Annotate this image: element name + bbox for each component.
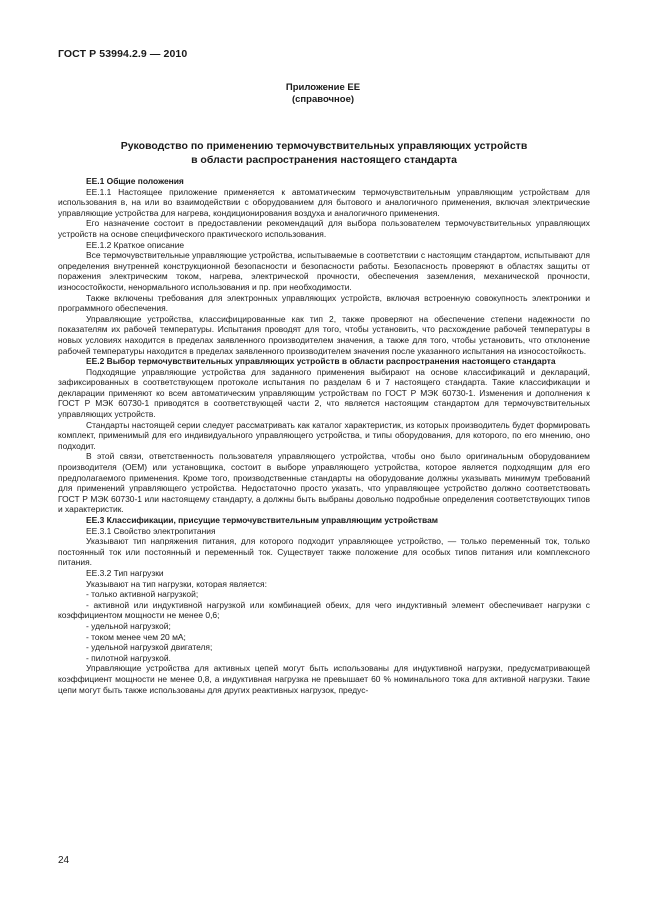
heading-ee2: ЕЕ.2 Выбор термочувствительных управляющих устройств в области распространения настоящего стандарта — [86, 356, 556, 367]
section-title — [58, 139, 590, 167]
paragraph: Стандарты настоящей серии следует рассматривать как каталог характеристик, из которых производитель будет формировать комплект, применимый для его индивидуального управляющего устройства, и типы оборудования, для которого, по его мнению, оно подходит. — [58, 419, 590, 451]
paragraph: Указывают на тип нагрузки, которая является: — [86, 578, 267, 589]
list-item: - только активной нагрузкой; — [86, 589, 199, 600]
paragraph: ЕЕ.1.1 Настоящее приложение применяется к автоматическим термочувствительным управляющим устройствам для использования в, на или во взаимодействии с оборудованием для бытового и аналогичного применения, включая электрические управляющие устройства для нагрева, кондиционирования воздуха и аналогичного применения. — [58, 186, 590, 218]
paragraph: Управляющие устройства для активных цепей могут быть использованы для индуктивной нагрузки, предусматривающей коэффициент мощности не менее 0,8, а индуктивная нагрузка не превышает 60 % номинального тока для активной нагрузки. Такие цепи могут быть также использованы для других реактивных нагрузок, предус- — [58, 663, 590, 695]
appendix-heading — [0, 82, 646, 106]
paragraph: Также включены требования для электронных управляющих устройств, включая встроенную совокупность электроники и программного обеспечения. — [58, 292, 590, 314]
document-header: ГОСТ Р 53994.2.9 — 2010 — [58, 48, 188, 60]
heading-ee3: ЕЕ.3 Классификации, присущие термочувствительным управляющим устройствам — [86, 515, 439, 525]
paragraph: Указывают тип напряжения питания, для которого подходит управляющее устройство, — только переменный ток, только постоянный ток или постоянный и переменный ток. Существует также положение для особых типов питания или комплексного питания. — [58, 536, 590, 568]
page-number: 24 — [58, 855, 70, 866]
appendix-title: Приложение ЕЕ — [285, 82, 361, 93]
paragraph: Подходящие управляющие устройства для заданного применения выбирают на основе классификаций и деклараций, зафиксированных в соответствующем протоколе испытания по разделам 6 и 7 настоящего стандарта. Такие классификации и декларации применяют ко всем автоматическим управляющим устройствам по ГОСТ Р МЭК 60730-1. Изменения и дополнения к ГОСТ Р МЭК 60730-1 приводятся в соответствующей части 2, что является настоящим стандартом для термочувствительных управляющих устройств. — [58, 366, 590, 420]
subheading: ЕЕ.1.2 Краткое описание — [86, 239, 185, 250]
paragraph: Все термочувствительные управляющие устройства, испытываемые в соответствии с настоящим стандартом, испытывают для определения внутренней конструкционной безопасности и безопасности работы. Безопасность проверяют в областях защиты от поражения электрическим током, нагрева, электрической прочности, обеспечения заземления, механической прочности, износостойкости, ненормального использования и пр. при необходимости. — [58, 250, 590, 292]
body-text — [58, 176, 590, 695]
appendix-subtitle: (справочное) — [291, 94, 355, 105]
paragraph: Управляющие устройства, классифицированные как тип 2, также проверяют на обеспечение степени надежности по показателям их рабочей температуры. Испытания проводят для того, чтобы установить, что расхождение рабочей температуры в новых условиях находится в пределах заявленного производителем значения, а также для того, чтобы установить, что отклонение рабочей температуры находится в пределах заявленного производителем значения после указанного испытания на износостойкость. — [58, 313, 590, 356]
list-item: - удельной нагрузкой; — [86, 620, 171, 631]
subheading: ЕЕ.3.1 Свойство электропитания — [86, 525, 216, 536]
title-line-2: в области распространения настоящего стандарта — [191, 154, 457, 166]
list-item: - удельной нагрузкой двигателя; — [86, 642, 213, 653]
paragraph: Его назначение состоит в предоставлении рекомендаций для выбора пользователем термочувствительных управляющих устройств на основе специфического практического использования. — [58, 218, 590, 239]
heading-ee1: ЕЕ.1 Общие положения — [86, 176, 184, 186]
list-item: - током менее чем 20 мА; — [86, 631, 186, 642]
list-item: - пилотной нагрузкой. — [86, 652, 171, 663]
title-line-1: Руководство по применению термочувствительных управляющих устройств — [120, 140, 528, 152]
paragraph: В этой связи, ответственность пользователя управляющего устройства, чтобы оно было оригинальным оборудованием производителя (OEM) или установщика, состоит в выборе управляющего устройства, которое является подходящим для его предполагаемого применения. Кроме того, производственные стандарты на оборудование должны указывать минимум требований для применений управляющего устройства. Недостаточно просто указать, что управляющее устройство должно соответствовать ГОСТ Р МЭК 60730-1 или настоящему стандарту, а должны быть выбраны довольно подробные определения соответствующих типов и характеристик. — [58, 451, 590, 515]
list-item: - активной или индуктивной нагрузкой или комбинацией обеих, для чего индуктивный элемент обеспечивает нагрузки с коэффициентом мощности не менее 0,6; — [58, 599, 590, 621]
subheading: ЕЕ.3.2 Тип нагрузки — [86, 567, 164, 578]
